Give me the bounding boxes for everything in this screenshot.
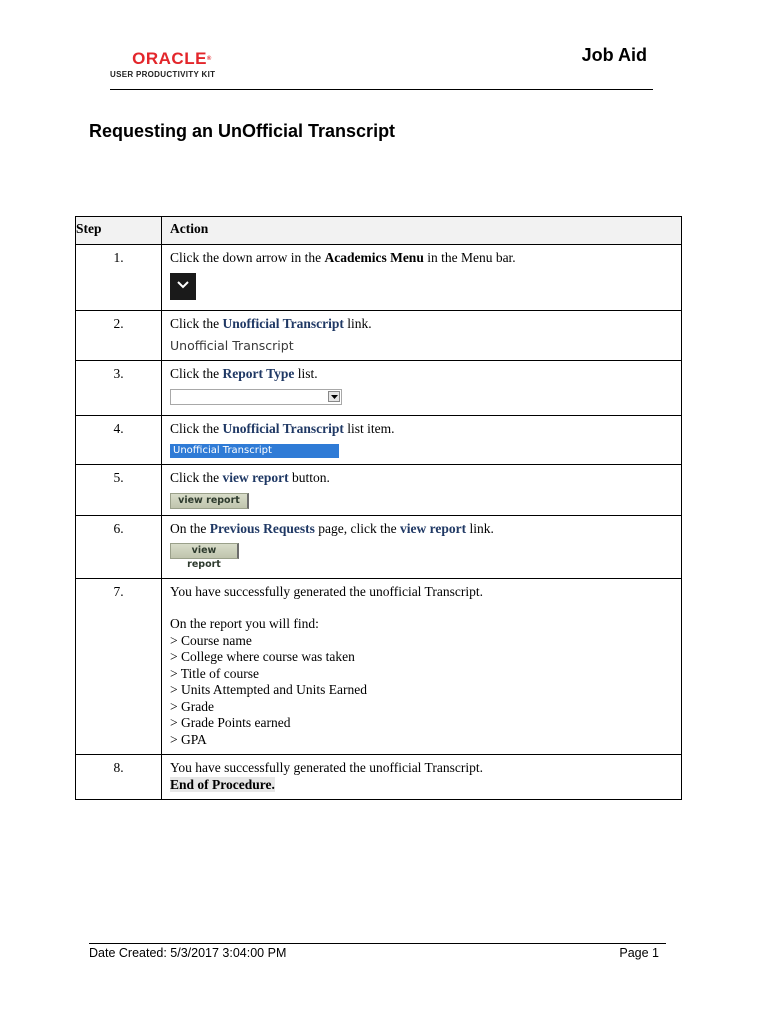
table-row	[76, 311, 682, 361]
unofficial-transcript-link-image: Unofficial Transcript	[170, 337, 294, 353]
step-number: 2.	[76, 311, 162, 361]
step-number: 8.	[76, 755, 162, 800]
end-of-procedure: End of Procedure.	[170, 776, 275, 792]
chevron-down-icon	[175, 279, 191, 291]
step-number: 5.	[76, 465, 162, 516]
action-text: Click the down arrow in the	[170, 250, 325, 265]
step-number: 7.	[76, 578, 162, 755]
view-report-link-image: view report	[170, 543, 239, 559]
action-text: in the Menu bar.	[423, 250, 516, 265]
action-text: link.	[466, 520, 494, 536]
dropdown-arrow-icon	[328, 391, 340, 402]
logo-subtitle: USER PRODUCTIVITY KIT	[110, 70, 216, 79]
action-text: Click the	[170, 470, 223, 485]
action-text: list.	[294, 366, 318, 381]
action-text: Click the	[170, 316, 223, 331]
step-action	[162, 361, 682, 416]
action-bold: Academics Menu	[324, 250, 424, 265]
step-action	[162, 416, 682, 465]
action-text: list item.	[343, 421, 395, 436]
step-number: 4.	[76, 416, 162, 465]
steps-table	[75, 216, 682, 800]
table-row	[76, 755, 682, 800]
list-item: > GPA	[170, 731, 207, 747]
action-text: link.	[343, 316, 372, 331]
step-number: 1.	[76, 245, 162, 311]
page-number: Page 1	[619, 946, 659, 960]
action-text: button.	[288, 470, 330, 485]
action-bold: Unofficial Transcript	[222, 316, 344, 331]
action-text: Click the	[170, 421, 223, 436]
step-action	[162, 245, 682, 311]
list-item: > Units Attempted and Units Earned	[170, 682, 367, 697]
step-action	[162, 755, 682, 800]
step-action	[162, 311, 682, 361]
list-item: > Grade Points earned	[170, 715, 291, 730]
list-item: > Grade	[170, 698, 214, 714]
unofficial-transcript-list-item-image: Unofficial Transcript	[170, 444, 339, 458]
action-bold: Unofficial Transcript	[222, 421, 344, 436]
action-text: You have successfully generated the unofficial Transcript.	[170, 583, 483, 599]
step-action	[162, 578, 682, 755]
list-item: > Title of course	[170, 665, 259, 681]
date-created: Date Created: 5/3/2017 3:04:00 PM	[89, 946, 287, 960]
header-action: Action	[162, 217, 682, 245]
action-text: You have successfully generated the unofficial Transcript.	[170, 760, 483, 775]
action-bold: view report	[399, 520, 467, 536]
table-row	[76, 361, 682, 416]
doc-type-label: Job Aid	[581, 45, 647, 65]
table-header-row	[76, 217, 682, 245]
table-row	[76, 245, 682, 311]
step-number: 6.	[76, 515, 162, 578]
footer-divider	[89, 943, 666, 944]
view-report-button-image: view report	[170, 493, 249, 509]
action-text: page, click the	[314, 520, 400, 536]
step-action	[162, 515, 682, 578]
action-bold: view report	[222, 470, 289, 485]
logo-oracle-wordmark: ORACLE®	[132, 49, 212, 68]
report-type-select-image	[170, 389, 342, 405]
action-bold: Previous Requests	[209, 520, 315, 536]
table-row	[76, 578, 682, 755]
oracle-upk-logo	[110, 50, 230, 79]
table-row	[76, 515, 682, 578]
list-item: > Course name	[170, 632, 252, 648]
step-action	[162, 465, 682, 516]
report-contents-intro: On the report you will find:	[170, 616, 319, 631]
header-divider	[110, 89, 653, 90]
step-number: 3.	[76, 361, 162, 416]
table-row	[76, 465, 682, 516]
list-item: > College where course was taken	[170, 649, 355, 664]
action-text: Click the	[170, 366, 223, 381]
header-step: Step	[76, 217, 162, 245]
academics-menu-arrow-image	[170, 273, 196, 300]
action-text: On the	[170, 520, 210, 536]
table-row	[76, 416, 682, 465]
page-title: Requesting an UnOfficial Transcript	[89, 121, 396, 141]
action-bold: Report Type	[222, 366, 295, 381]
